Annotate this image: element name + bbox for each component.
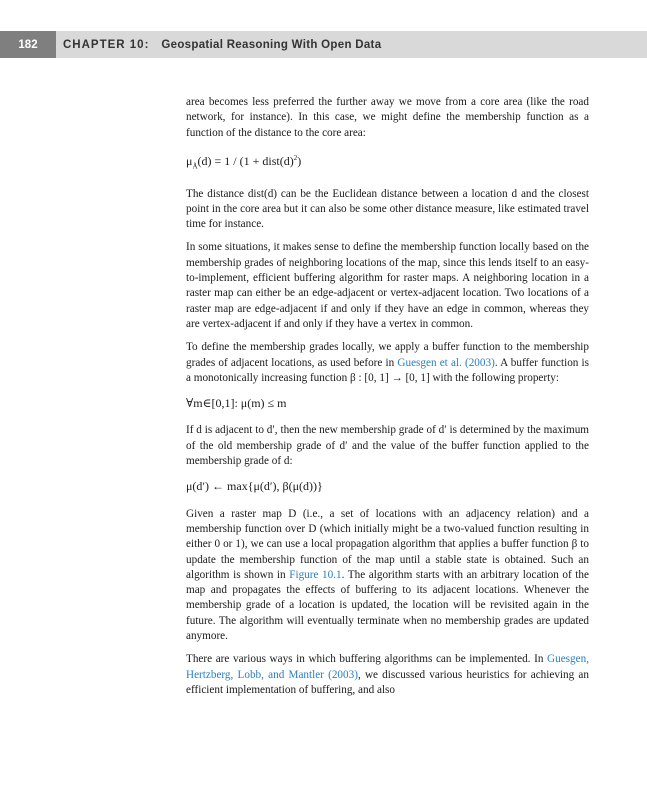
formula-mu: μ [186,153,193,168]
formula-buffer-property: ∀m∈[0,1]: μ(m) ≤ m [186,396,287,411]
paragraph-4-text-b: . A buffer function is a monotonically increasing function β : [0, 1] → [0, 1] with the following property: [186,356,590,384]
paragraph-3: In some situations, it makes sense to define the membership function locally based on the membership grades of neighboring locations of the map, since this lends itself to an easy-to-implement, efficient buffering algorithm for raster maps. A neighboring location in a raster map can either be an edge-adjacent or vertex-adjacent location. Two locations of a raster map are edge-adjacent if and only if they have an edge in common, whereas they are vertex-adjacent if and only if they have a vertex in common. [186,241,589,330]
formula-close: ) [297,153,302,168]
paragraph-6-text-a: Given a raster map D (i.e., a set of locations with an adjacency relation) and a membership function over D (which initially might be a two-valued function resulting in either 0 or 1), we can use a local propagation algorithm that applies a buffer function β to update the membership function of the map until a stable state is obtained. Such an algorithm is shown in [186,507,589,581]
paragraph-6-text-b: . The algorithm starts with an arbitrary location of the map and propagates the effects of buffering to its adjacent locations. Whenever the membership grade of a location is updated, the location will be revisited again in the future. The algorithm will eventually terminate when no membership grades are updated anymore. [186,568,589,642]
formula-body: (d) = 1 / (1 + dist(d) [197,153,294,168]
citation-link-guesgen-hertzberg[interactable]: Guesgen, Hertzberg, Lobb, and Mantler (2003) [186,653,589,681]
body-text [186,95,589,706]
page-number: 182 [0,31,56,58]
paragraph-2: The distance dist(d) can be the Euclidean distance between a location d and the closest point in the core area but it can also be some other distance measure, like estimated travel time for instance. [186,187,589,231]
paragraph-7 [186,652,589,698]
formula-update-rule: μ(d′) ← max{μ(d′), β(μ(d))} [186,479,323,494]
running-header [0,31,647,58]
paragraph-7-text-b: , we discussed various heuristics for achieving an efficient implementation of buffering, and also [186,668,589,696]
paragraph-1: area becomes less preferred the further away we move from a core area (like the road network, for instance). In this case, we might define the membership function as a function of the distance to the core area: [186,96,589,139]
figure-link-10-1[interactable]: Figure 10.1 [289,568,342,581]
formula-membership-distance [186,151,589,175]
formula-exponent: 2 [293,153,298,162]
paragraph-4-text-a: To define the membership grades locally, we apply a buffer function to the membership grades of adjacent locations, as used before in [186,341,589,369]
chapter-label: CHAPTER 10: [63,38,150,51]
paragraph-7-text-a: There are various ways in which buffering algorithms can be implemented. In [186,653,548,666]
formula-subscript: Ã [192,162,198,171]
paragraph-5: If d is adjacent to d′, then the new membership grade of d′ is determined by the maximum of the old membership grade of d′ and the value of the buffer function applied to the membership grade of d: [186,424,589,468]
citation-link-guesgen-2003[interactable]: Guesgen et al. (2003) [397,356,495,369]
chapter-heading [63,31,381,58]
chapter-title: Geospatial Reasoning With Open Data [161,38,382,51]
paragraph-4 [186,340,589,386]
paragraph-6 [186,507,589,645]
